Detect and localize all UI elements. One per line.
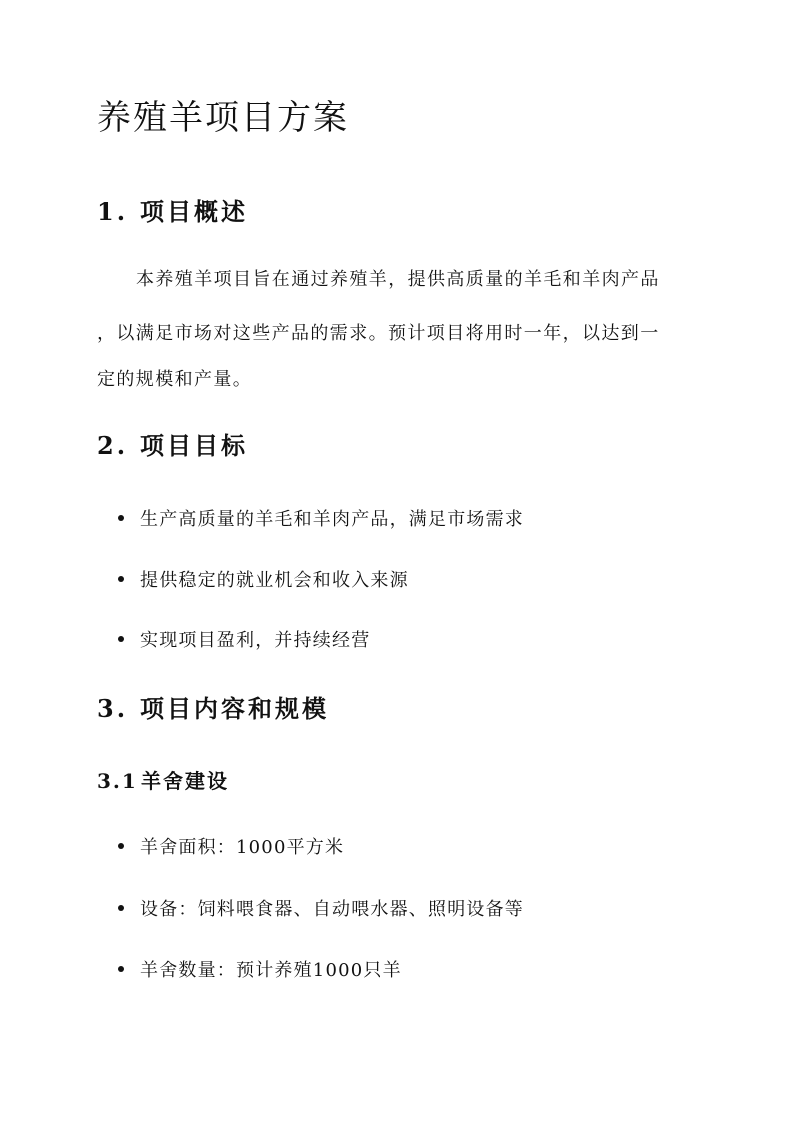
subsection-3-1-heading (97, 767, 229, 795)
list-item (118, 627, 370, 655)
paragraph-line: 定的规模和产量。 (97, 369, 253, 390)
paragraph-line: 本养殖羊项目旨在通过养殖羊，提供高质量的羊毛和羊肉产品 (136, 269, 660, 290)
section-2-heading (97, 430, 248, 462)
list-item-text: 生产高质量的羊毛和羊肉产品，满足市场需求 (140, 509, 524, 530)
list-item-text: 提供稳定的就业机会和收入来源 (140, 570, 409, 591)
bullet-icon (118, 576, 124, 582)
section-1-heading (97, 196, 248, 228)
bullet-icon (118, 843, 124, 849)
bullet-icon (118, 515, 124, 521)
section-number: 2. (97, 431, 129, 460)
section-number: 1. (97, 197, 129, 226)
section-title: 项目目标 (140, 431, 248, 460)
document-title: 养殖羊项目方案 (97, 98, 349, 138)
list-item (118, 567, 409, 595)
list-item (118, 834, 344, 862)
paragraph-line: ，以满足市场对这些产品的需求。预计项目将用时一年，以达到一 (97, 323, 660, 344)
bullet-icon (118, 905, 124, 911)
bullet-icon (118, 966, 124, 972)
subsection-title: 羊舍建设 (141, 769, 229, 793)
list-item-text: 实现项目盈利，并持续经营 (140, 630, 371, 651)
bullet-icon (118, 636, 124, 642)
section-3-heading (97, 693, 329, 725)
list-item (118, 506, 524, 534)
list-item-text: 羊舍数量：预计养殖1000只羊 (140, 960, 402, 981)
list-item-text: 羊舍面积：1000平方米 (140, 837, 345, 858)
subsection-number: 3.1 (97, 769, 138, 793)
list-item-text: 设备：饲料喂食器、自动喂水器、照明设备等 (140, 899, 524, 920)
section-number: 3. (97, 694, 129, 723)
section-title: 项目内容和规模 (140, 694, 329, 723)
section-title: 项目概述 (140, 197, 248, 226)
list-item (118, 896, 524, 924)
list-item (118, 957, 402, 985)
